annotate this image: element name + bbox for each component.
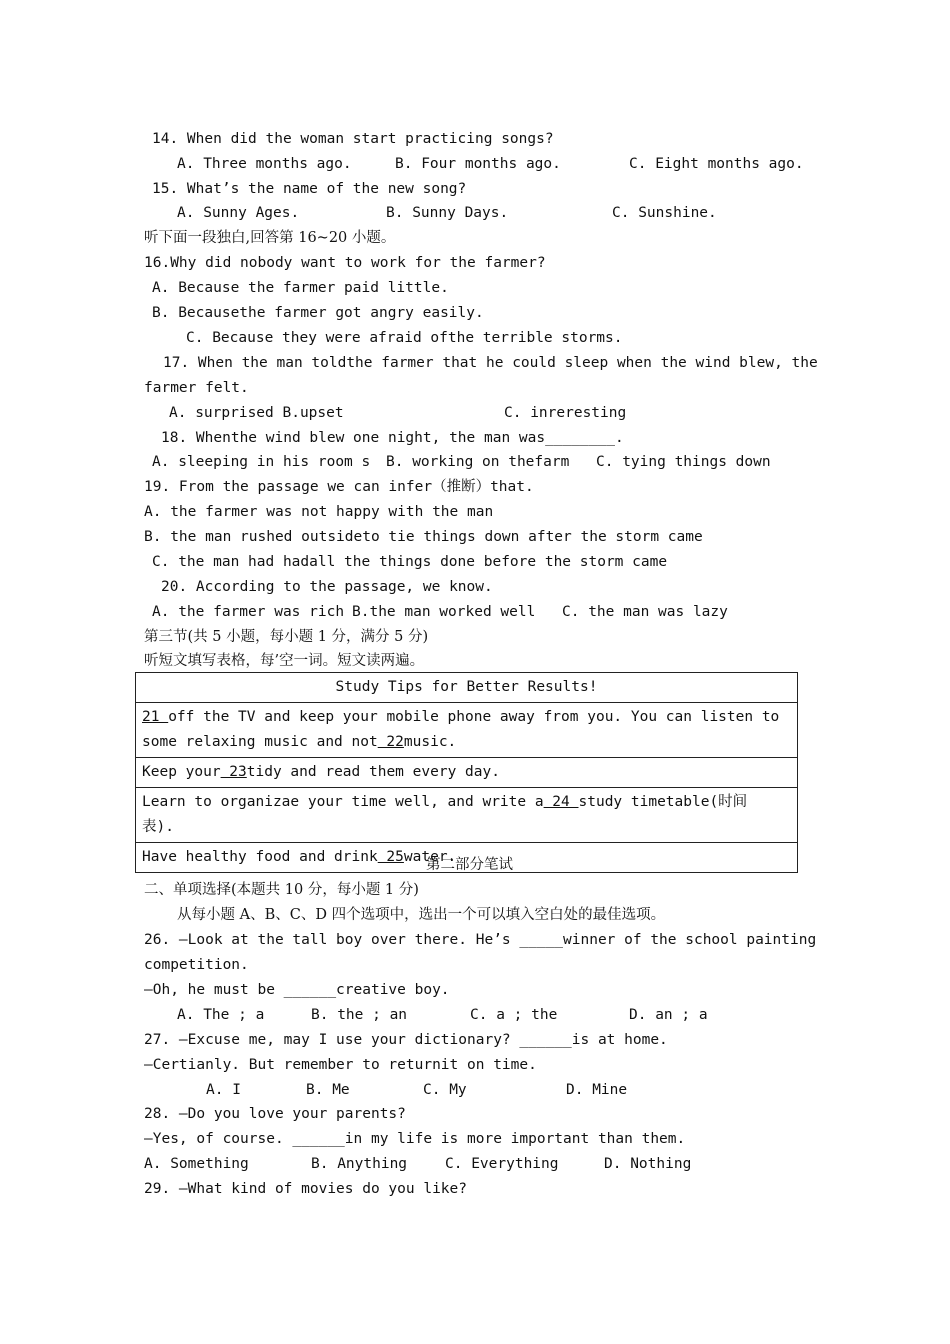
q28-option-d: D. Nothing [604,1156,692,1172]
cell-text: off the TV and keep your mobile phone away from you. You can listen to [168,709,780,725]
q27-option-d: D. Mine [566,1082,628,1098]
q17-stem-line2: farmer felt. [144,380,249,396]
q16-option-a: A. Because the farmer paid little. [152,280,449,296]
cell-text: Keep your [142,764,221,780]
blank-21[interactable]: 21 [142,709,169,725]
q28-option-a: A. Something [144,1156,249,1172]
q20-option-b: B.the man worked well [352,604,536,620]
q28-stem-line1: 28. —Do you love your parents? [144,1106,406,1122]
q18-option-c: C. tying things down [596,454,771,470]
table-row [136,703,798,758]
q26-stem-line2: competition. [144,957,249,973]
table-row [136,788,798,843]
q27-stem-line2: —Certianly. But remember to returnit on time. [144,1057,537,1073]
q14-option-b: B. Four months ago. [395,156,561,172]
q14-stem: 14. When did the woman start practicing songs? [152,131,554,147]
part2-title: 第二部分笔试 [426,857,513,873]
study-tips-table [135,672,798,873]
cell-text: study timetable(时间 [578,794,748,810]
q27-option-a: A. I [206,1082,241,1098]
q19-option-b: B. the man rushed outsideto tie things down after the storm came [144,529,703,545]
blank-25[interactable]: 25 [377,849,404,865]
q28-option-b: B. Anything [311,1156,408,1172]
section2-title: 二、单项选择(本题共 10 分，每小题 1 分) [144,882,419,898]
q14-option-c: C. Eight months ago. [629,156,804,172]
cell-text: Have healthy food and drink [142,849,378,865]
table-cell [136,788,798,843]
q17-options-ab: A. surprised B.upset [169,405,344,421]
q20-option-a: A. the farmer was rich [152,604,345,620]
q26-stem-line1: 26. —Look at the tall boy over there. He’s _____winner of the school painting [144,932,817,948]
q16-stem: 16.Why did nobody want to work for the farmer? [144,255,546,271]
q15-stem: 15. What’s the name of the new song? [152,181,467,197]
cell-text: 表). [142,819,174,835]
q19-option-a: A. the farmer was not happy with the man [144,504,494,520]
table-row [136,758,798,788]
table-row [136,673,798,703]
q26-option-c: C. a ; the [470,1007,558,1023]
q28-option-c: C. Everything [445,1156,559,1172]
cell-text: Learn to organizae your time well, and write a [142,794,544,810]
q19-option-c: C. the man had hadall the things done before the storm came [152,554,668,570]
table-header: Study Tips for Better Results! [136,673,798,703]
blank-22[interactable]: 22 [377,734,404,750]
q20-stem: 20. According to the passage, we know. [161,579,493,595]
table-cell [136,703,798,758]
section3-instruction: 听短文填写表格，每’空一词。短文读两遍。 [144,653,425,669]
q18-option-a: A. sleeping in his room s [152,454,371,470]
section3-title: 第三节(共 5 小题，每小题 1 分，满分 5 分) [144,629,429,645]
q14-option-a: A. Three months ago. [177,156,352,172]
section2-instruction: 从每小题 A、B、C、D 四个选项中，选出一个可以填入空白处的最佳选项。 [177,907,666,923]
q29-stem-line1: 29. —What kind of movies do you like? [144,1181,468,1197]
q15-option-b: B. Sunny Days. [386,205,509,221]
q17-stem-line1: 17. When the man toldthe farmer that he could sleep when the wind blew, the [163,355,818,371]
q20-option-c: C. the man was lazy [562,604,728,620]
q26-option-d: D. an ; a [629,1007,708,1023]
q16-option-b: B. Becausethe farmer got angry easily. [152,305,484,321]
blank-24[interactable]: 24 [543,794,579,810]
cell-text: some relaxing music and not [142,734,378,750]
q17-option-c: C. inreresting [504,405,627,421]
q15-option-a: A. Sunny Ages. [177,205,300,221]
cell-text: music. [403,734,457,750]
q15-option-c: C. Sunshine. [612,205,717,221]
q26-option-a: A. The ; a [177,1007,265,1023]
cell-text: tidy and read them every day. [246,764,500,780]
q18-option-b: B. working on thefarm [386,454,570,470]
q18-stem: 18. Whenthe wind blew one night, the man was________. [161,430,624,446]
blank-23[interactable]: 23 [220,764,247,780]
q27-option-c: C. My [423,1082,467,1098]
table-cell [136,758,798,788]
monologue-instruction: 听下面一段独白,回答第 16~20 小题。 [144,230,396,246]
q26-option-b: B. the ; an [311,1007,408,1023]
q27-stem-line1: 27. —Excuse me, may I use your dictionary? ______is at home. [144,1032,668,1048]
q19-stem: 19. From the passage we can infer（推断）that. [144,479,534,495]
q27-option-b: B. Me [306,1082,350,1098]
q26-stem-line3: —Oh, he must be ______creative boy. [144,982,450,998]
q16-option-c: C. Because they were afraid ofthe terrible storms. [186,330,623,346]
cell-text: water. [403,849,457,865]
q28-stem-line2: —Yes, of course. ______in my life is more important than them. [144,1131,686,1147]
